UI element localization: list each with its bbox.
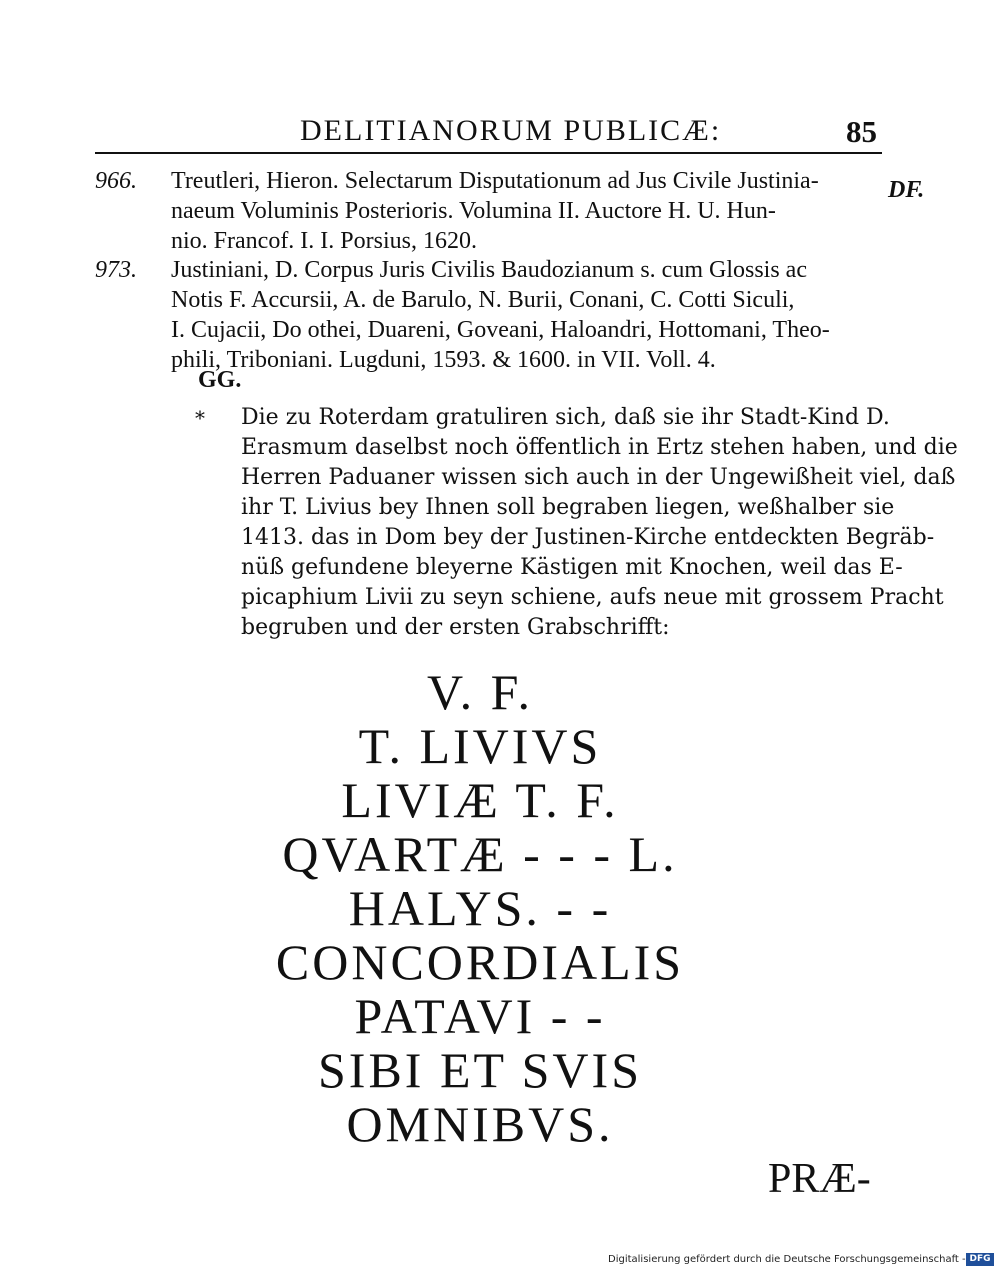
inscription-line: OMNIBVS.: [346, 1096, 614, 1152]
running-title: DELITIANORUM PUBLICÆ:: [300, 114, 722, 147]
inscription-line: PATAVI - -: [354, 988, 606, 1044]
margin-note: DF.: [888, 177, 925, 203]
entry-line: Notis F. Accursii, A. de Barulo, N. Burii, Conani, C. Cotti Siculi,: [171, 287, 795, 313]
inscription-line: T. LIVIVS: [358, 718, 602, 774]
credit-text: Digitalisierung gefördert durch die Deutsche Forschungsgemeinschaft -: [608, 1254, 966, 1265]
inscription-line: CONCORDIALIS: [275, 934, 685, 990]
entry-line: I. Cujacii, Do othei, Duareni, Goveani, Haloandri, Hottomani, Theo-: [171, 317, 830, 343]
footnote-line: Herren Paduaner wissen sich auch in der Ungewißheit viel, daß: [241, 465, 956, 490]
digitization-credit: [608, 1251, 1000, 1268]
footnote-marker: *: [195, 406, 205, 430]
running-head: [95, 112, 885, 152]
header-rule: [95, 152, 882, 154]
inscription-line: V. F.: [427, 664, 533, 720]
entry-text: [171, 166, 881, 256]
footnote-line: begruben und der ersten Grabschrifft:: [241, 615, 670, 640]
catchword: PRÆ-: [768, 1156, 871, 1202]
footnote-line: Erasmum daselbst noch öffentlich in Ertz stehen haben, und die: [241, 435, 958, 460]
entry-number: 973.: [95, 257, 137, 283]
entry-line: Justiniani, D. Corpus Juris Civilis Baudozianum s. cum Glossis ac: [171, 257, 807, 283]
footnote-text: [241, 403, 958, 643]
epitaph-inscription: [160, 665, 800, 1151]
footnote-line: ihr T. Livius bey Ihnen soll begraben liegen, weßhalber sie: [241, 495, 895, 520]
gg-mark: GG.: [198, 367, 242, 393]
footnote-line: 1413. das in Dom bey der Justinen-Kirche entdeckten Begräb-: [241, 525, 935, 550]
entry-line: phili, Triboniani. Lugduni, 1593. & 1600. in VII. Voll. 4.: [171, 347, 716, 373]
page-number: 85: [846, 114, 877, 149]
entry-line: Treutleri, Hieron. Selectarum Disputationum ad Jus Civile Justinia-: [171, 168, 819, 194]
inscription-line: SIBI ET SVIS: [317, 1042, 642, 1098]
inscription-line: QVARTÆ - - - L.: [282, 826, 678, 882]
entry-line: nio. Francof. I. I. Porsius, 1620.: [171, 228, 477, 254]
footnote-line: picaphium Livii zu seyn schiene, aufs neue mit grossem Pracht: [241, 585, 944, 610]
footnote-line: Die zu Roterdam gratuliren sich, daß sie ihr Stadt-Kind D.: [241, 405, 890, 430]
inscription-line: LIVIÆ T. F.: [341, 772, 619, 828]
footnote-line: nüß gefundene bleyerne Kästigen mit Knochen, weil das E-: [241, 555, 903, 580]
entry-line: naeum Voluminis Posterioris. Volumina II. Auctore H. U. Hun-: [171, 198, 776, 224]
inscription-line: HALYS. - -: [348, 880, 612, 936]
entry-text: [171, 255, 881, 375]
entry-number: 966.: [95, 168, 137, 194]
dfg-logo: DFG: [966, 1253, 994, 1266]
